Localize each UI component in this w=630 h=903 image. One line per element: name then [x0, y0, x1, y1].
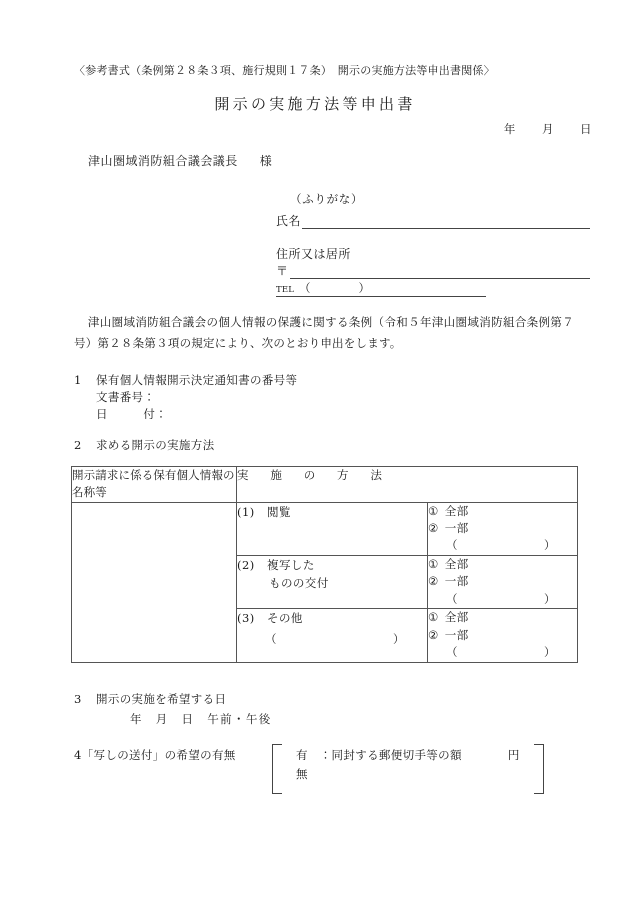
paren-close: ） [392, 631, 405, 646]
section-3-number: 3 [74, 692, 82, 706]
section-2-number: 2 [74, 438, 82, 452]
page-title: 開示の実施方法等申出書 [214, 95, 416, 113]
circled-one-icon: ① [428, 610, 439, 625]
table-header-row [72, 467, 578, 503]
reference-note: 〈参考書式（条例第２８条３項、施行規則１７条） 開示の実施方法等申出書関係〉 [74, 64, 495, 77]
tel-field-row[interactable] [276, 280, 486, 297]
option-no-label: 無 [296, 766, 308, 781]
tel-paren-open: （ [299, 281, 311, 295]
paren-open: （ [446, 645, 458, 660]
section-1-number: 1 [74, 373, 82, 387]
method-label-2: 複写した [267, 557, 315, 572]
addressee [88, 152, 272, 169]
paren-close: ） [543, 591, 556, 606]
method-number-2: (2) [237, 557, 255, 572]
paren-close: ） [543, 645, 556, 660]
section-3-title: 開示の実施を希望する日 [96, 692, 227, 706]
address-label: 住所又は居所 [276, 247, 351, 261]
table-row [72, 502, 578, 555]
scope-all-label-1: 全部 [444, 503, 469, 518]
tel-paren-close: ） [358, 281, 371, 295]
scope-cell-2 [428, 555, 578, 608]
paren-open: （ [265, 631, 277, 646]
method-cell-2 [237, 555, 428, 608]
header-method: 実 施 の 方 法 [237, 467, 578, 503]
option-yes-row[interactable] [296, 746, 520, 765]
section-4-options-bracket [272, 744, 544, 794]
method-label-3: その他 [267, 611, 303, 626]
information-name-input-cell[interactable] [72, 502, 237, 662]
postal-mark-icon: 〒 [276, 264, 289, 278]
section-4-number: 4 [74, 748, 82, 762]
preamble-text: 津山圏域消防組合議会の個人情報の保護に関する条例（令和５年津山圏域消防組合条例第７号）第２８条第３項の規定により、次のとおり申出をします。 [74, 315, 574, 351]
method-label-2-line2: ものの交付 [269, 576, 329, 591]
method-number-1: (1) [237, 504, 255, 519]
paren-open: （ [446, 591, 458, 606]
scope-option-all-3[interactable] [428, 609, 577, 626]
paren-close: ） [543, 538, 556, 553]
method-label-1: 閲覧 [267, 504, 291, 519]
section-4-heading [74, 747, 236, 763]
disclosure-method-table [71, 466, 578, 663]
furigana-label: （ふりがな） [290, 192, 364, 206]
name-field-row[interactable] [276, 212, 590, 229]
bracket-left-icon [272, 744, 282, 794]
tel-area-code-field[interactable] [294, 280, 396, 297]
scope-partial-detail-2[interactable] [428, 591, 577, 608]
method-number-3: (3) [237, 611, 255, 626]
option-no-row[interactable] [296, 765, 520, 784]
currency-unit-label: 円 [507, 748, 520, 762]
tel-label: TEL [276, 285, 295, 295]
section-1-title: 保有個人情報開示決定通知書の番号等 [96, 373, 298, 387]
scope-partial-label-2: 一部 [444, 574, 469, 589]
name-input-rule[interactable] [302, 214, 590, 229]
date-month-label: 月 [541, 122, 554, 136]
header-information-name: 開示請求に係る保有個人情報の名称等 [72, 467, 237, 503]
scope-partial-detail-1[interactable] [428, 537, 577, 554]
method-cell-1 [237, 502, 428, 555]
date-year-label: 年 [503, 122, 516, 136]
scope-partial-detail-3[interactable] [428, 644, 577, 661]
section-1-doc-number-label: 文書番号： [96, 390, 156, 404]
circled-two-icon: ② [428, 520, 439, 535]
scope-partial-label-1: 一部 [444, 520, 469, 535]
scope-option-partial-2[interactable] [428, 573, 577, 590]
scope-option-all-2[interactable] [428, 556, 577, 573]
circled-one-icon: ① [428, 556, 439, 571]
scope-all-label-2: 全部 [444, 556, 469, 571]
section-2-heading [74, 437, 214, 453]
name-label: 氏名 [276, 214, 301, 228]
date-line [0, 121, 592, 137]
section-1-heading [74, 372, 297, 388]
circled-two-icon: ② [428, 627, 439, 642]
section-4-title: 「写しの送付」の希望の有無 [81, 748, 236, 762]
scope-cell-1 [428, 502, 578, 555]
circled-two-icon: ② [428, 574, 439, 589]
method-other-detail-3[interactable] [237, 630, 427, 648]
scope-all-label-3: 全部 [444, 610, 469, 625]
scope-option-partial-1[interactable] [428, 520, 577, 537]
scope-option-all-1[interactable] [428, 503, 577, 520]
paren-open: （ [446, 538, 458, 553]
date-day-label: 日 [580, 122, 592, 136]
postal-input-rule[interactable] [290, 265, 590, 279]
option-yes-label: 有 ：同封する郵便切手等の額 [296, 748, 462, 762]
circled-one-icon: ① [428, 503, 439, 518]
method-cell-3 [237, 609, 428, 662]
addressee-honorific: 様 [259, 154, 273, 168]
section-3-heading [74, 691, 226, 707]
postal-code-field-row[interactable] [276, 262, 590, 279]
scope-cell-3 [428, 609, 578, 662]
section-4-options [282, 744, 534, 794]
section-2-title: 求める開示の実施方法 [96, 438, 215, 452]
scope-partial-label-3: 一部 [444, 627, 469, 642]
preamble-paragraph [74, 312, 574, 355]
section-1-date-label: 日 付： [96, 407, 168, 421]
scope-option-partial-3[interactable] [428, 627, 577, 644]
section-3-datetime-line[interactable]: 年 月 日 午前・午後 [130, 712, 272, 726]
addressee-name: 津山圏域消防組合議会議長 [88, 154, 238, 168]
tel-input-rule[interactable] [396, 283, 486, 297]
bracket-right-icon [534, 744, 544, 794]
